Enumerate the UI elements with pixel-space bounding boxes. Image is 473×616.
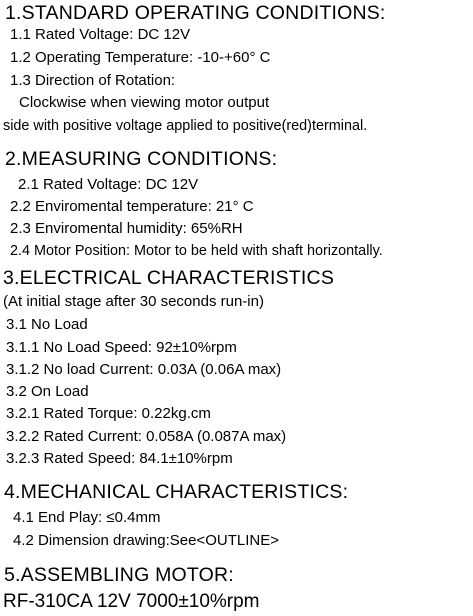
rotation-description-line-1: Clockwise when viewing motor output	[19, 94, 270, 111]
rated-speed: 3.2.3 Rated Speed: 84.1±10%rpm	[6, 450, 233, 467]
no-load-title: 3.1 No Load	[6, 316, 88, 333]
section-1-heading: 1.STANDARD OPERATING CONDITIONS:	[5, 2, 386, 24]
on-load-title: 3.2 On Load	[6, 383, 89, 400]
spec-direction-of-rotation: 1.3 Direction of Rotation:	[10, 72, 176, 89]
dimension-drawing: 4.2 Dimension drawing:See<OUTLINE>	[13, 532, 279, 549]
measure-rated-voltage: 2.1 Rated Voltage: DC 12V	[18, 176, 199, 193]
rotation-description-line-2: side with positive voltage applied to positive(red)terminal.	[3, 117, 368, 134]
section-5-heading: 5.ASSEMBLING MOTOR:	[4, 564, 234, 586]
end-play: 4.1 End Play: ≤0.4mm	[13, 509, 161, 526]
measure-humidity: 2.3 Enviromental humidity: 65%RH	[10, 220, 243, 237]
section-4-heading: 4.MECHANICAL CHARACTERISTICS:	[4, 481, 349, 503]
electrical-note: (At initial stage after 30 seconds run-in)	[3, 293, 264, 310]
motor-model: RF-310CA 12V 7000±10%rpm	[3, 591, 260, 612]
rated-torque: 3.2.1 Rated Torque: 0.22kg.cm	[6, 405, 211, 422]
no-load-speed: 3.1.1 No Load Speed: 92±10%rpm	[6, 339, 237, 356]
rated-current: 3.2.2 Rated Current: 0.058A (0.087A max)	[6, 428, 287, 445]
spec-operating-temperature: 1.2 Operating Temperature: -10-+60° C	[10, 49, 271, 66]
spec-rated-voltage: 1.1 Rated Voltage: DC 12V	[10, 26, 191, 43]
measure-temperature: 2.2 Enviromental temperature: 21° C	[10, 198, 254, 215]
section-2-heading: 2.MEASURING CONDITIONS:	[5, 148, 278, 170]
section-3-heading: 3.ELECTRICAL CHARACTERISTICS	[3, 267, 335, 289]
no-load-current: 3.1.2 No load Current: 0.03A (0.06A max)	[6, 361, 282, 378]
measure-motor-position: 2.4 Motor Position: Motor to be held with shaft horizontally.	[10, 242, 383, 259]
